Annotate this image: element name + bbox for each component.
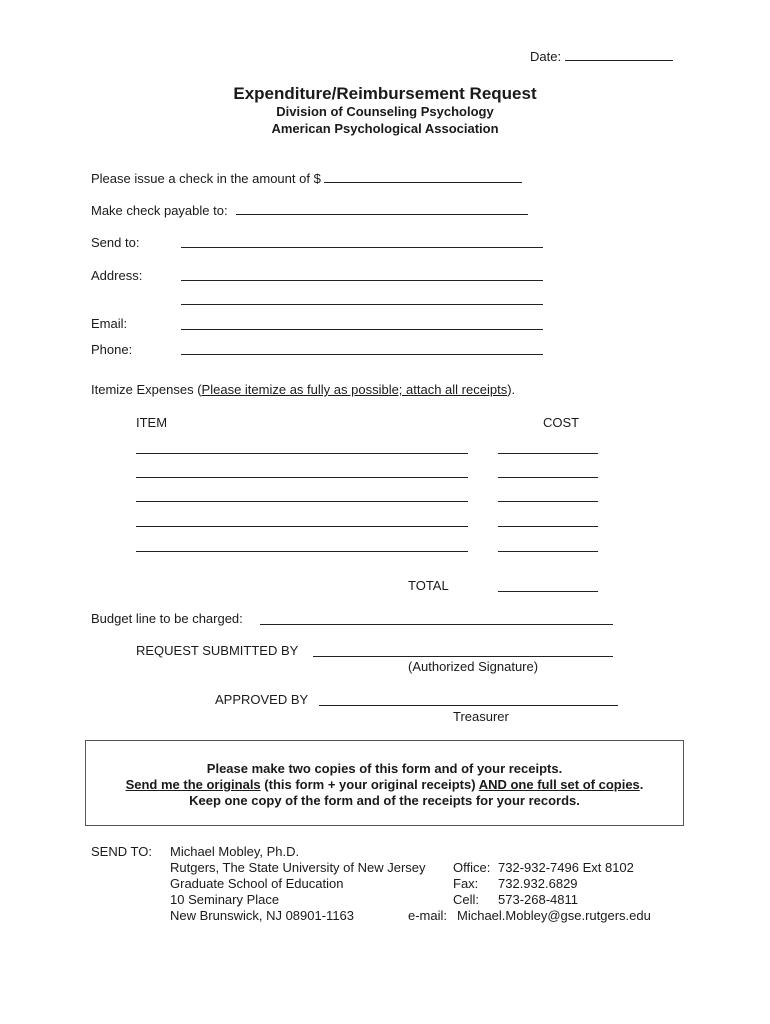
total-label: TOTAL xyxy=(408,578,449,593)
cost-blank-2[interactable] xyxy=(498,477,598,478)
amount-row xyxy=(91,170,522,186)
item-blank-3[interactable] xyxy=(136,501,468,502)
cell-number: 573-268-4811 xyxy=(498,892,578,907)
treasurer-caption: Treasurer xyxy=(453,709,509,724)
cost-blank-5[interactable] xyxy=(498,551,598,552)
item-blank-2[interactable] xyxy=(136,477,468,478)
fax-label: Fax: xyxy=(453,876,479,891)
phone-blank[interactable] xyxy=(181,354,543,355)
contact-address-3: 10 Seminary Place xyxy=(170,892,280,907)
send-to-label: Send to: xyxy=(91,235,140,250)
total-blank[interactable] xyxy=(498,591,598,592)
office-label: Office: xyxy=(453,860,491,875)
notice-line-3: Keep one copy of the form and of the receipts for your records. xyxy=(189,793,580,808)
signature-blank[interactable] xyxy=(313,656,613,657)
address-blank-2[interactable] xyxy=(181,304,543,305)
payable-row xyxy=(91,202,528,218)
division-subtitle: Division of Counseling Psychology xyxy=(276,104,494,119)
request-label: REQUEST SUBMITTED BY xyxy=(136,643,299,658)
instructions-box xyxy=(85,740,684,826)
cost-header: COST xyxy=(543,415,580,430)
budget-label: Budget line to be charged: xyxy=(91,611,243,626)
notice-copies: AND one full set of copies xyxy=(478,777,640,792)
itemize-prefix: Itemize Expenses ( xyxy=(91,382,202,397)
cost-blank-1[interactable] xyxy=(498,453,598,454)
itemize-instructions xyxy=(91,382,515,397)
amount-blank[interactable] xyxy=(324,170,522,183)
notice-line-2 xyxy=(86,777,683,792)
payable-label: Make check payable to: xyxy=(91,203,228,218)
itemize-suffix: ). xyxy=(507,382,516,397)
association-subtitle: American Psychological Association xyxy=(271,121,499,136)
office-phone: 732-932-7496 Ext 8102 xyxy=(498,860,634,875)
contact-address-2: Graduate School of Education xyxy=(170,876,344,891)
email-blank[interactable] xyxy=(181,329,543,330)
date-field xyxy=(530,48,673,64)
date-label: Date: xyxy=(530,49,562,64)
item-header: ITEM xyxy=(136,415,168,430)
address-label: Address: xyxy=(91,268,143,283)
item-blank-1[interactable] xyxy=(136,453,468,454)
item-blank-4[interactable] xyxy=(136,526,468,527)
amount-label: Please issue a check in the amount of $ xyxy=(91,171,321,186)
cost-blank-4[interactable] xyxy=(498,526,598,527)
signature-caption: (Authorized Signature) xyxy=(408,659,539,674)
email-label: Email: xyxy=(91,316,128,331)
cell-label: Cell: xyxy=(453,892,480,907)
address-blank-1[interactable] xyxy=(181,280,543,281)
notice-line-1: Please make two copies of this form and of your receipts. xyxy=(206,761,563,776)
date-blank[interactable] xyxy=(565,48,673,61)
send-to-blank[interactable] xyxy=(181,247,543,248)
fax-number: 732.932.6829 xyxy=(498,876,578,891)
contact-address-1: Rutgers, The State University of New Jersey xyxy=(170,860,426,875)
contact-send-to-label: SEND TO: xyxy=(91,844,152,859)
approved-label: APPROVED BY xyxy=(215,692,309,707)
form-title: Expenditure/Reimbursement Request xyxy=(233,84,537,103)
contact-address-4: New Brunswick, NJ 08901-1163 xyxy=(170,908,355,923)
budget-blank[interactable] xyxy=(260,624,613,625)
payable-blank[interactable] xyxy=(236,202,528,215)
contact-email[interactable]: Michael.Mobley@gse.rutgers.edu xyxy=(457,908,651,923)
itemize-underlined: Please itemize as fully as possible; attach all receipts xyxy=(201,382,508,397)
notice-mid: (this form + your original receipts) xyxy=(260,777,479,792)
cost-blank-3[interactable] xyxy=(498,501,598,502)
email-label-contact: e-mail: xyxy=(408,908,448,923)
phone-label: Phone: xyxy=(91,342,133,357)
approved-blank[interactable] xyxy=(319,705,618,706)
notice-end: . xyxy=(639,777,644,792)
notice-originals: Send me the originals xyxy=(125,777,261,792)
contact-name: Michael Mobley, Ph.D. xyxy=(170,844,300,859)
item-blank-5[interactable] xyxy=(136,551,468,552)
